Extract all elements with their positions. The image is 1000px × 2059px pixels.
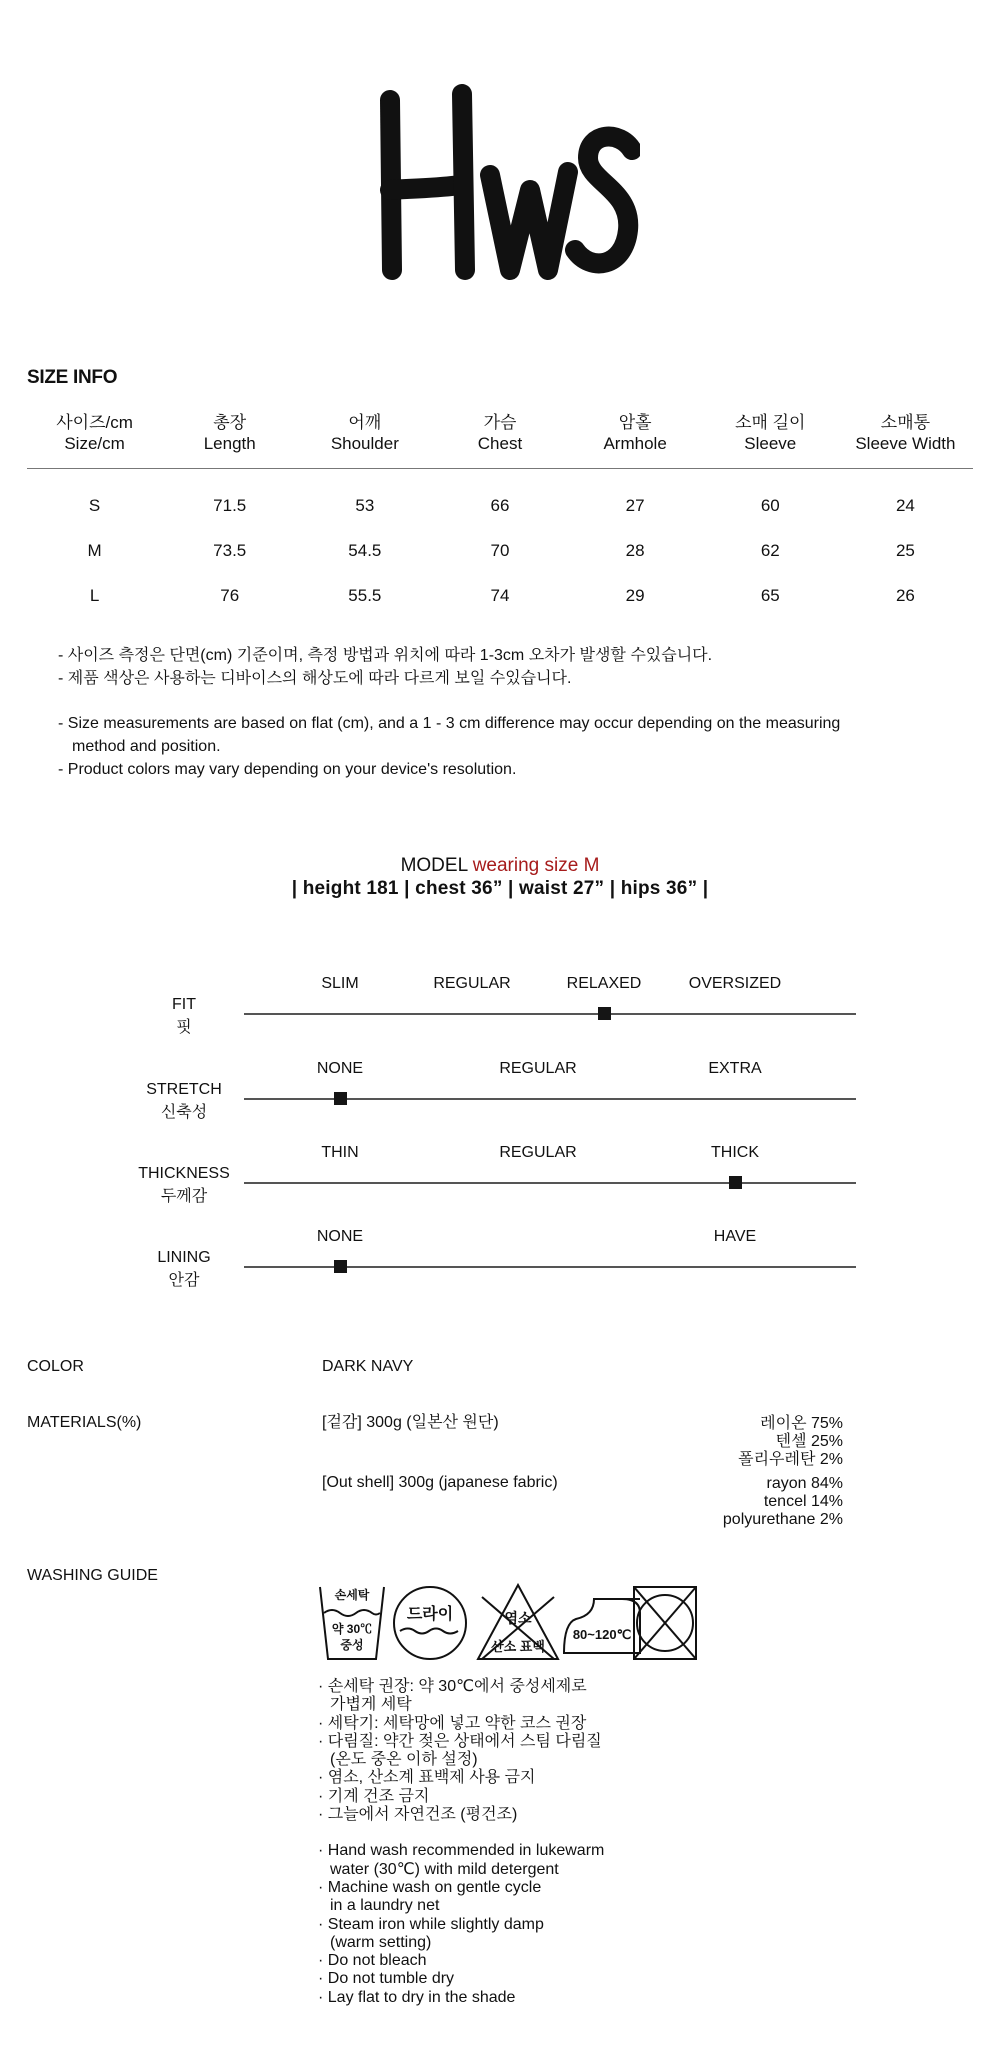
table-cell: 71.5 [213, 496, 247, 515]
scale-label-en: LINING [157, 1249, 211, 1266]
guide-en-3-cont: (warm setting) [330, 1933, 432, 1951]
materials-ko-desc: [겉감] 300g (일본산 원단) [322, 1414, 499, 1431]
guide-en-2-cont: in a laundry net [330, 1897, 440, 1915]
iron-temp-text: 80~120℃ [572, 1627, 632, 1642]
table-cell: 27 [625, 496, 645, 515]
table-cell: 24 [895, 496, 915, 515]
scale-option: HAVE [713, 1228, 757, 1245]
size-header-cell [432, 412, 567, 468]
note-en-1-cont: method and position. [72, 738, 221, 755]
guide-ko-3-cont: (온도 중온 이하 설정) [330, 1751, 478, 1769]
guide-ko-1-cont: 가볍게 세탁 [330, 1696, 412, 1714]
guide-en-1-cont: water (30℃) with mild detergent [330, 1860, 559, 1878]
hand-wash-mode: 중성 [340, 1638, 364, 1652]
material-ko-3: 폴리우레탄 2% [738, 1451, 843, 1468]
scale-option: NONE [316, 1060, 364, 1077]
table-cell: 25 [895, 541, 915, 560]
scale-label-en: FIT [172, 996, 196, 1013]
no-tumble-dry-icon [634, 1587, 696, 1659]
table-cell: 60 [760, 496, 780, 515]
scale-label-ko: 신축성 [160, 1104, 208, 1121]
scale-option: NONE [316, 1228, 364, 1245]
dry-clean-text: 드라이 [406, 1606, 454, 1623]
scale-label-stretch [119, 1078, 249, 1124]
size-header-en: Length [203, 434, 256, 453]
iron-icon [564, 1599, 640, 1653]
scale-option: EXTRA [708, 1060, 762, 1077]
table-cell: 66 [490, 496, 510, 515]
size-header-cell [838, 412, 973, 468]
scale-marker [598, 1007, 611, 1020]
note-ko-2: - 제품 색상은 사용하는 디바이스의 해상도에 따라 다르게 보일 수있습니다. [58, 670, 572, 687]
table-cell: 70 [490, 541, 510, 560]
material-en-2: tencel 14% [763, 1493, 843, 1510]
table-cell: 62 [760, 541, 780, 560]
table-cell: 65 [760, 586, 780, 605]
table-cell: M [87, 541, 102, 560]
scale-line [244, 1013, 856, 1015]
guide-ko-1: · 손세탁 권장: 약 30℃에서 중성세제로 [318, 1678, 587, 1695]
hand-wash-title: 손세탁 [334, 1588, 370, 1602]
material-ko-2: 텐셀 25% [775, 1433, 843, 1450]
size-info-title: SIZE INFO [27, 367, 118, 388]
size-header-ko: 가슴 [483, 413, 517, 432]
table-row [27, 483, 973, 528]
scale-label-lining [119, 1246, 249, 1292]
size-header-en: Shoulder [330, 434, 399, 453]
size-header-ko: 사이즈/cm [56, 413, 133, 432]
scale-label-en: THICKNESS [138, 1165, 230, 1182]
size-header-en: Armhole [603, 434, 667, 453]
model-wearing-size: wearing size M [472, 855, 600, 876]
table-cell: S [88, 496, 101, 515]
logo-text: Hws [370, 80, 372, 81]
scale-option: THIN [321, 1144, 359, 1161]
materials-en-values [600, 1475, 843, 1529]
scale-option: REGULAR [433, 975, 511, 992]
scale-option: REGULAR [499, 1144, 577, 1161]
table-cell: 74 [490, 586, 510, 605]
materials-label: MATERIALS(%) [27, 1414, 142, 1431]
size-header-en: Size/cm [64, 434, 125, 453]
table-cell: 28 [625, 541, 645, 560]
scale-option: THICK [711, 1144, 759, 1161]
size-header-ko: 암홀 [618, 413, 652, 432]
color-value: DARK NAVY [322, 1358, 414, 1375]
table-cell: 54.5 [348, 541, 382, 560]
table-cell: L [89, 586, 100, 605]
size-header-cell [703, 412, 838, 468]
scale-marker [729, 1176, 742, 1189]
guide-en-1: · Hand wash recommended in lukewarm [318, 1842, 605, 1860]
size-table [27, 412, 973, 618]
guide-ko-4: · 염소, 산소계 표백제 사용 금지 [318, 1769, 536, 1787]
scale-line [244, 1182, 856, 1184]
scale-option: RELAXED [566, 975, 642, 992]
scale-label-ko: 안감 [168, 1272, 200, 1289]
guide-ko-2: · 세탁기: 세탁망에 넣고 약한 코스 권장 [318, 1714, 587, 1732]
note-en-2: - Product colors may vary depending on your device's resolution. [58, 761, 517, 778]
guide-en-4: · Do not bleach [318, 1952, 427, 1970]
washing-icons [318, 1583, 698, 1663]
scale-option: REGULAR [499, 1060, 577, 1077]
size-header-ko: 소매 길이 [735, 413, 806, 432]
washing-guide-text [318, 1678, 604, 2007]
size-header-ko: 어깨 [348, 413, 382, 432]
size-header-en: Chest [477, 434, 523, 453]
scale-label-fit [119, 993, 249, 1039]
material-en-3: polyurethane 2% [722, 1511, 843, 1528]
materials-ko-values [600, 1415, 843, 1469]
size-header-en: Sleeve Width [855, 434, 956, 453]
bleach-top-text: 염소 [504, 1610, 532, 1626]
size-header-en: Sleeve [744, 434, 797, 453]
materials-en-desc: [Out shell] 300g (japanese fabric) [322, 1474, 558, 1491]
material-ko-1: 레이온 75% [760, 1415, 843, 1432]
table-cell: 29 [625, 586, 645, 605]
scale-marker [334, 1092, 347, 1105]
scale-option: OVERSIZED [688, 975, 782, 992]
guide-ko-6: · 그늘에서 자연건조 (평건조) [318, 1806, 518, 1824]
guide-en-5: · Do not tumble dry [318, 1970, 455, 1988]
scale-label-thickness [119, 1162, 249, 1208]
material-en-1: rayon 84% [766, 1475, 843, 1492]
table-cell: 53 [355, 496, 375, 515]
guide-ko-3: · 다림질: 약간 젖은 상태에서 스팀 다림질 [318, 1732, 602, 1750]
size-header-cell [27, 412, 162, 468]
size-header-ko: 총장 [213, 413, 247, 432]
table-row [27, 573, 973, 618]
size-header-cell [162, 412, 297, 468]
scale-label-ko: 핏 [176, 1019, 192, 1036]
guide-ko-5: · 기계 건조 금지 [318, 1787, 430, 1805]
scale-marker [334, 1260, 347, 1273]
hand-wash-temp: 약 30℃ [331, 1622, 373, 1636]
model-stats: | height 181 | chest 36” | waist 27” | hips 36” | [291, 878, 709, 899]
note-en-1: - Size measurements are based on flat (cm), and a 1 - 3 cm difference may occur depending on the measuring [58, 715, 841, 732]
note-ko-1: - 사이즈 측정은 단면(cm) 기준이며, 측정 방법과 위치에 따라 1-3cm 오차가 발생할 수있습니다. [58, 647, 713, 664]
brand-logo [370, 80, 640, 290]
size-notes [58, 644, 840, 781]
table-cell: 26 [895, 586, 915, 605]
model-heading [0, 855, 1000, 877]
scale-option: SLIM [321, 975, 359, 992]
bleach-bottom-text: 산소 표백 [491, 1639, 545, 1654]
washing-guide-label: WASHING GUIDE [27, 1567, 158, 1584]
size-header-cell [568, 412, 703, 468]
scale-label-en: STRETCH [146, 1081, 222, 1098]
size-header-ko: 소매통 [880, 413, 931, 432]
table-cell: 55.5 [348, 586, 382, 605]
table-row [27, 528, 973, 573]
guide-en-3: · Steam iron while slightly damp [318, 1915, 544, 1933]
guide-en-6: · Lay flat to dry in the shade [318, 1988, 516, 2006]
table-cell: 73.5 [213, 541, 247, 560]
dry-clean-icon [394, 1587, 466, 1659]
guide-en-2: · Machine wash on gentle cycle [318, 1878, 542, 1896]
size-table-header [27, 412, 973, 469]
table-cell: 76 [220, 586, 240, 605]
color-label: COLOR [27, 1358, 84, 1375]
size-header-cell [297, 412, 432, 468]
size-table-body [27, 469, 973, 618]
scale-label-ko: 두께감 [160, 1188, 208, 1205]
model-prefix: MODEL [400, 855, 473, 876]
